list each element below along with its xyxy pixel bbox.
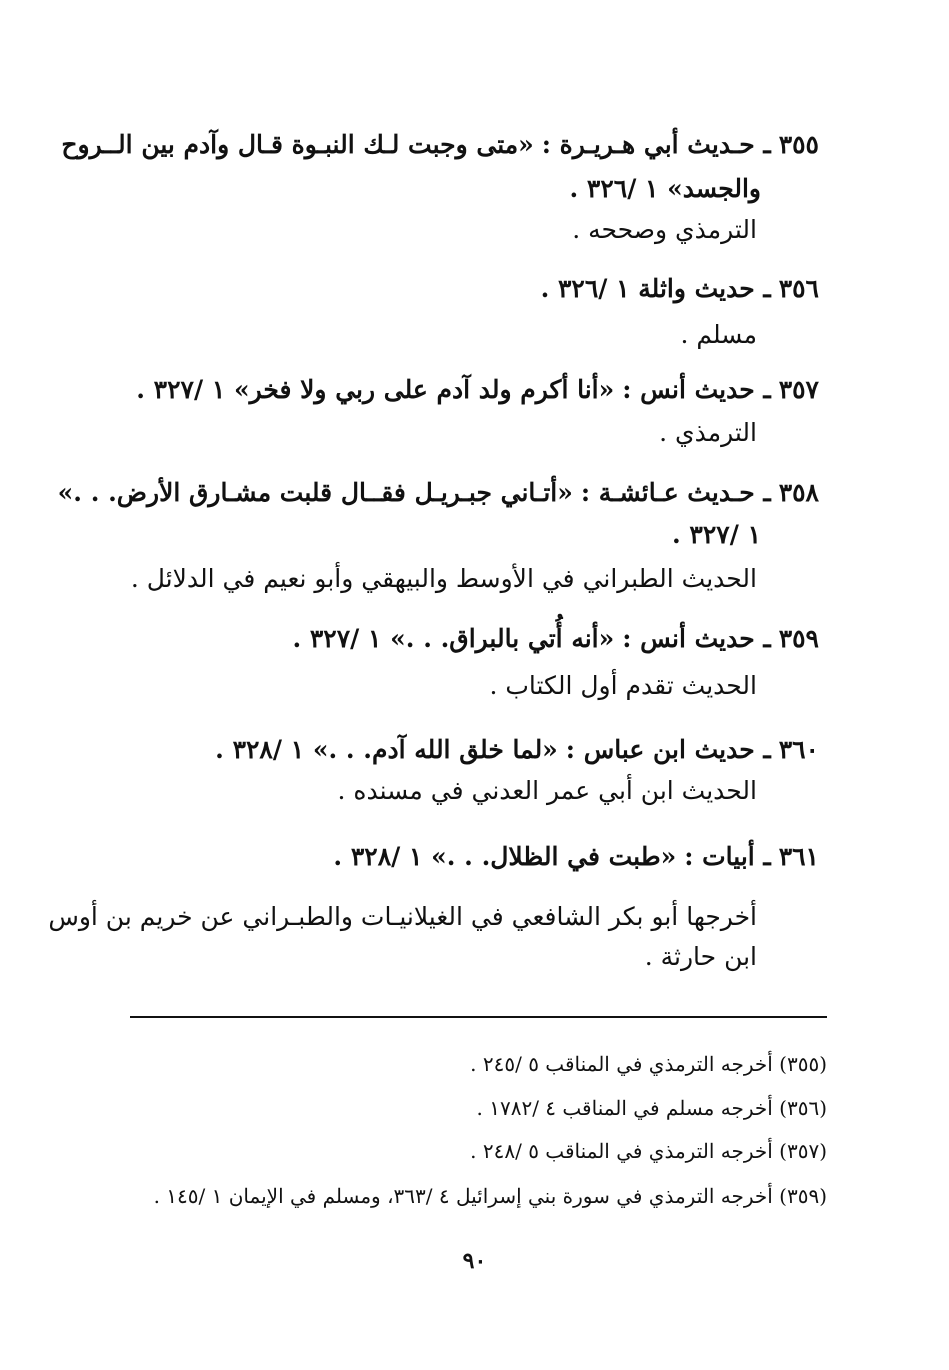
entry-quote: «أتـاني جبـريـل فقــال قلبت مشـارق الأرض. . .»: [57, 478, 573, 507]
entry-quote: «طبت في الظلال. . .» ١ /٣٢٨ .: [333, 842, 677, 871]
entry-label: ـ حديث ابن عباس :: [565, 735, 771, 764]
entry-number: ٣٦٠: [778, 735, 819, 764]
entry-358-line-1: [58, 476, 819, 510]
entry-quote: «متى وجبت لـك النبـوة قـال وآدم بين الــروح: [61, 130, 534, 159]
entry-label: ـ حديث واثلة ١ /٣٢٦ .: [540, 274, 771, 303]
footnote-ref: (٣٥٧): [779, 1139, 827, 1163]
entry-355-note: الترمذي وصححه .: [572, 215, 757, 244]
footnote-359: [154, 1182, 827, 1210]
entry-quote: «أنه أُتي بالبراق. . .» ١ /٣٢٧ .: [292, 624, 615, 653]
entry-361-note-continued: ابن حارثة .: [644, 942, 757, 971]
footnote-ref: (٣٥٥): [779, 1052, 827, 1076]
entry-358-note: الحديث الطبراني في الأوسط والبيهقي وأبو نعيم في الدلائل .: [130, 564, 757, 593]
entry-number: ٣٥٥: [778, 130, 819, 159]
entry-360-note: الحديث ابن أبي عمر العدني في مسنده .: [337, 776, 757, 805]
entry-360-line-1: [215, 733, 819, 767]
entry-361-line-1: [333, 840, 819, 874]
entry-355-line-2: والجسد» ١ /٣٢٦ .: [569, 174, 761, 203]
entry-357-note: الترمذي .: [659, 418, 757, 447]
entry-358-line-2: ١ /٣٢٧ .: [672, 520, 761, 549]
footnote-text: أخرجه الترمذي في سورة بني إسرائيل ٤ /٣٦٣، ومسلم في الإيمان ١ /١٤٥ .: [153, 1184, 773, 1208]
footnote-text: أخرجه الترمذي في المناقب ٥ /٢٤٨ .: [470, 1139, 773, 1163]
entry-356-note: مسلم .: [680, 320, 757, 349]
footnote-356: [477, 1094, 828, 1122]
footnote-text: أخرجه مسلم في المناقب ٤ /١٧٨٢ .: [476, 1096, 773, 1120]
entry-361-note: أخرجها أبو بكر الشافعي في الغيلانيـات والطبـراني عن خريم بن أوس: [48, 902, 757, 931]
entry-356-line-1: [541, 272, 819, 306]
page-number: ٩٠: [462, 1248, 487, 1274]
entry-quote: «لما خلق الله آدم. . .» ١ /٣٢٨ .: [215, 735, 558, 764]
footnote-text: أخرجه الترمذي في المناقب ٥ /٢٤٥ .: [470, 1052, 773, 1076]
entry-label: ـ حـديث عـائشـة :: [580, 478, 771, 507]
footnote-357: [470, 1137, 827, 1165]
entry-355-line-1: [61, 128, 819, 162]
entry-357-line-1: [136, 373, 819, 407]
entry-number: ٣٥٩: [778, 624, 819, 653]
entry-number: ٣٦١: [778, 842, 819, 871]
entry-label: ـ حـديث أبي هـريـرة :: [541, 130, 771, 159]
footnote-separator: [130, 1016, 827, 1018]
footnote-355: [470, 1050, 827, 1078]
entry-quote: «أنا أكرم ولد آدم على ربي ولا فخر» ١ /٣٢٧ .: [136, 375, 615, 404]
entry-label: ـ حديث أنس :: [622, 375, 771, 404]
footnote-ref: (٣٥٩): [779, 1184, 827, 1208]
entry-359-note: الحديث تقدم أول الكتاب .: [489, 671, 757, 700]
entry-number: ٣٥٦: [778, 274, 819, 303]
footnote-ref: (٣٥٦): [779, 1096, 827, 1120]
entry-label: ـ أبيات :: [684, 842, 771, 871]
entry-number: ٣٥٧: [778, 375, 819, 404]
entry-label: ـ حديث أنس :: [622, 624, 771, 653]
entry-359-line-1: [292, 622, 819, 656]
entry-number: ٣٥٨: [778, 478, 819, 507]
